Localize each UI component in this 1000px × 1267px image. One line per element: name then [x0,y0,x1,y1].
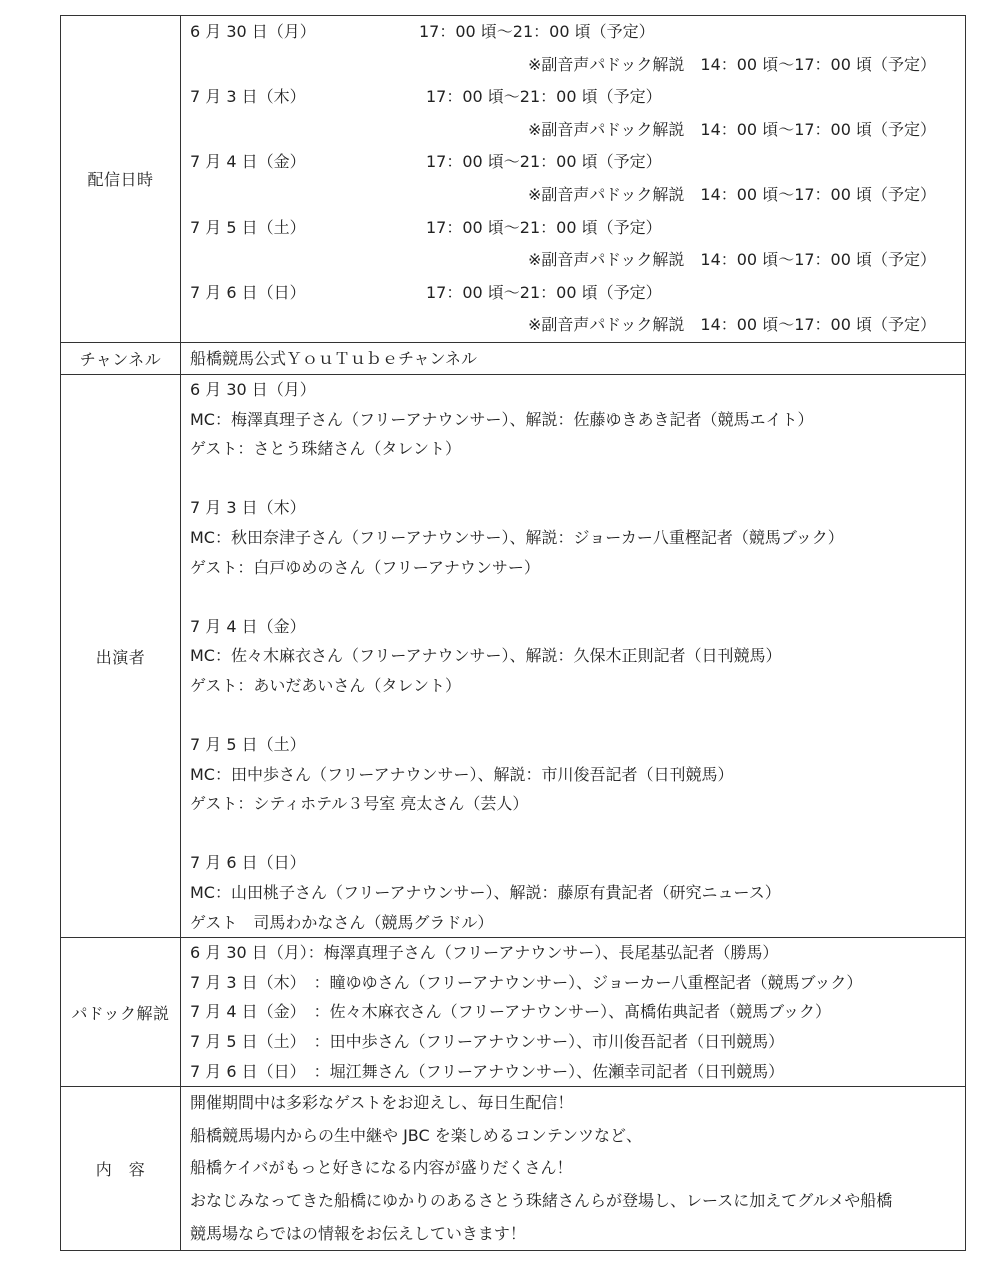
paddock-content [181,938,966,1087]
schedule-paddock-time: ※副音声パドック解説 14：00 頃〜17：00 頃（予定） [527,119,936,139]
cast-guest: ゲスト 司馬わかなさん（競馬グラドル） [190,912,494,932]
cast-mc: MC：秋田奈津子さん（フリーアナウンサー）、解説：ジョーカー八重樫記者（競馬ブック） [190,527,844,547]
cast-date: 7 月 4 日（金） [190,616,306,636]
cast-spacer [190,464,965,494]
schedule-time: 17：00 頃〜21：00 頃（予定） [419,22,655,41]
cast-content [181,374,966,937]
cast-date: 7 月 5 日（土） [190,735,306,755]
cast-mc: MC：佐々木麻衣さん（フリーアナウンサー）、解説：久保木正則記者（日刊競馬） [190,646,782,666]
info-table [60,15,966,1251]
cast-label: 出演者 [61,374,181,937]
channel-row [61,342,966,374]
schedule-row [61,16,966,343]
schedule-date: 7 月 6 日（日） [190,282,306,302]
channel-content [181,342,966,374]
schedule-line [190,81,965,114]
schedule-time: 17：00 頃〜21：00 頃（予定） [426,217,662,237]
cast-mc: MC：梅澤真理子さん（フリーアナウンサー）、解説：佐藤ゆきあき記者（競馬エイト） [190,409,814,429]
cast-spacer [190,819,965,849]
cast-date: 7 月 6 日（日） [190,853,306,873]
cast-spacer [190,700,965,730]
schedule-sub-line [190,309,965,342]
content-row [61,1087,966,1251]
cast-mc: MC：田中歩さん（フリーアナウンサー）、解説：市川俊吾記者（日刊競馬） [190,764,734,784]
cast-row [61,374,966,937]
schedule-date: 6 月 30 日（月） [190,22,316,41]
schedule-time: 17：00 頃〜21：00 頃（予定） [426,87,662,107]
paddock-line: 7 月 5 日（土） ：田中歩さん（フリーアナウンサー）、市川俊吾記者（日刊競馬） [190,1032,785,1051]
channel-label: チャンネル [61,342,181,374]
channel-value: 船橋競馬公式ＹｏｕＴｕｂｅチャンネル [190,348,478,368]
cast-mc: MC：山田桃子さん（フリーアナウンサー）、解説：藤原有貴記者（研究ニュース） [190,883,781,903]
schedule-date: 7 月 4 日（金） [190,152,306,172]
cast-guest: ゲスト：さとう珠緒さん（タレント） [190,439,461,459]
schedule-line [190,277,965,310]
paddock-line: 6 月 30 日（月）：梅澤真理子さん（フリーアナウンサー）、長尾基弘記者（勝馬） [190,943,779,963]
schedule-date: 7 月 5 日（土） [190,217,306,237]
content-line: 船橋競馬場内からの生中継や JBC を楽しめるコンテンツなど、 [190,1125,642,1145]
paddock-label: パドック解説 [61,938,181,1087]
content-line: 競馬場ならではの情報をお伝えしていきます！ [190,1223,526,1243]
schedule-sub-line [190,114,965,147]
content-body [181,1087,966,1251]
paddock-row [61,938,966,1087]
schedule-line [190,212,965,245]
schedule-sub-line [190,49,965,82]
schedule-paddock-time: ※副音声パドック解説 14：00 頃〜17：00 頃（予定） [527,250,936,270]
cast-guest: ゲスト：シティホテル３号室 亮太さん（芸人） [190,794,529,814]
cast-guest: ゲスト：あいだあいさん（タレント） [190,675,461,695]
cast-guest: ゲスト：白戸ゆめのさん（フリーアナウンサー） [190,557,540,577]
schedule-paddock-time: ※副音声パドック解説 14：00 頃〜17：00 頃（予定） [527,184,936,204]
cast-spacer [190,582,965,612]
schedule-sub-line [190,179,965,212]
cast-date: 6 月 30 日（月） [190,379,316,399]
schedule-sub-line [190,244,965,277]
content-label: 内 容 [61,1087,181,1251]
paddock-line: 7 月 6 日（日） ：堀江舞さん（フリーアナウンサー）、佐瀬幸司記者（日刊競馬） [190,1061,785,1081]
content-line: 開催期間中は多彩なゲストをお迎えし、毎日生配信！ [190,1093,574,1113]
paddock-line: 7 月 4 日（金） ：佐々木麻衣さん（フリーアナウンサー）、髙橋佑典記者（競馬ブック） [190,1002,832,1022]
schedule-content [181,16,966,343]
content-line: 船橋ケイバがもっと好きになる内容が盛りだくさん！ [190,1158,573,1178]
cast-date: 7 月 3 日（木） [190,498,306,518]
schedule-paddock-time: ※副音声パドック解説 14：00 頃〜17：00 頃（予定） [527,54,936,74]
schedule-label: 配信日時 [61,16,181,343]
schedule-line [190,16,965,49]
schedule-line [190,146,965,179]
schedule-time: 17：00 頃〜21：00 頃（予定） [426,282,662,302]
paddock-line: 7 月 3 日（木） ：瞳ゆゆさん（フリーアナウンサー）、ジョーカー八重樫記者（競馬ブック） [190,972,863,992]
schedule-time: 17：00 頃〜21：00 頃（予定） [426,152,662,172]
schedule-paddock-time: ※副音声パドック解説 14：00 頃〜17：00 頃（予定） [527,315,936,335]
schedule-date: 7 月 3 日（木） [190,87,306,107]
content-line: おなじみなってきた船橋にゆかりのあるさとう珠緒さんらが登場し、レースに加えてグルメや船橋 [190,1190,893,1210]
